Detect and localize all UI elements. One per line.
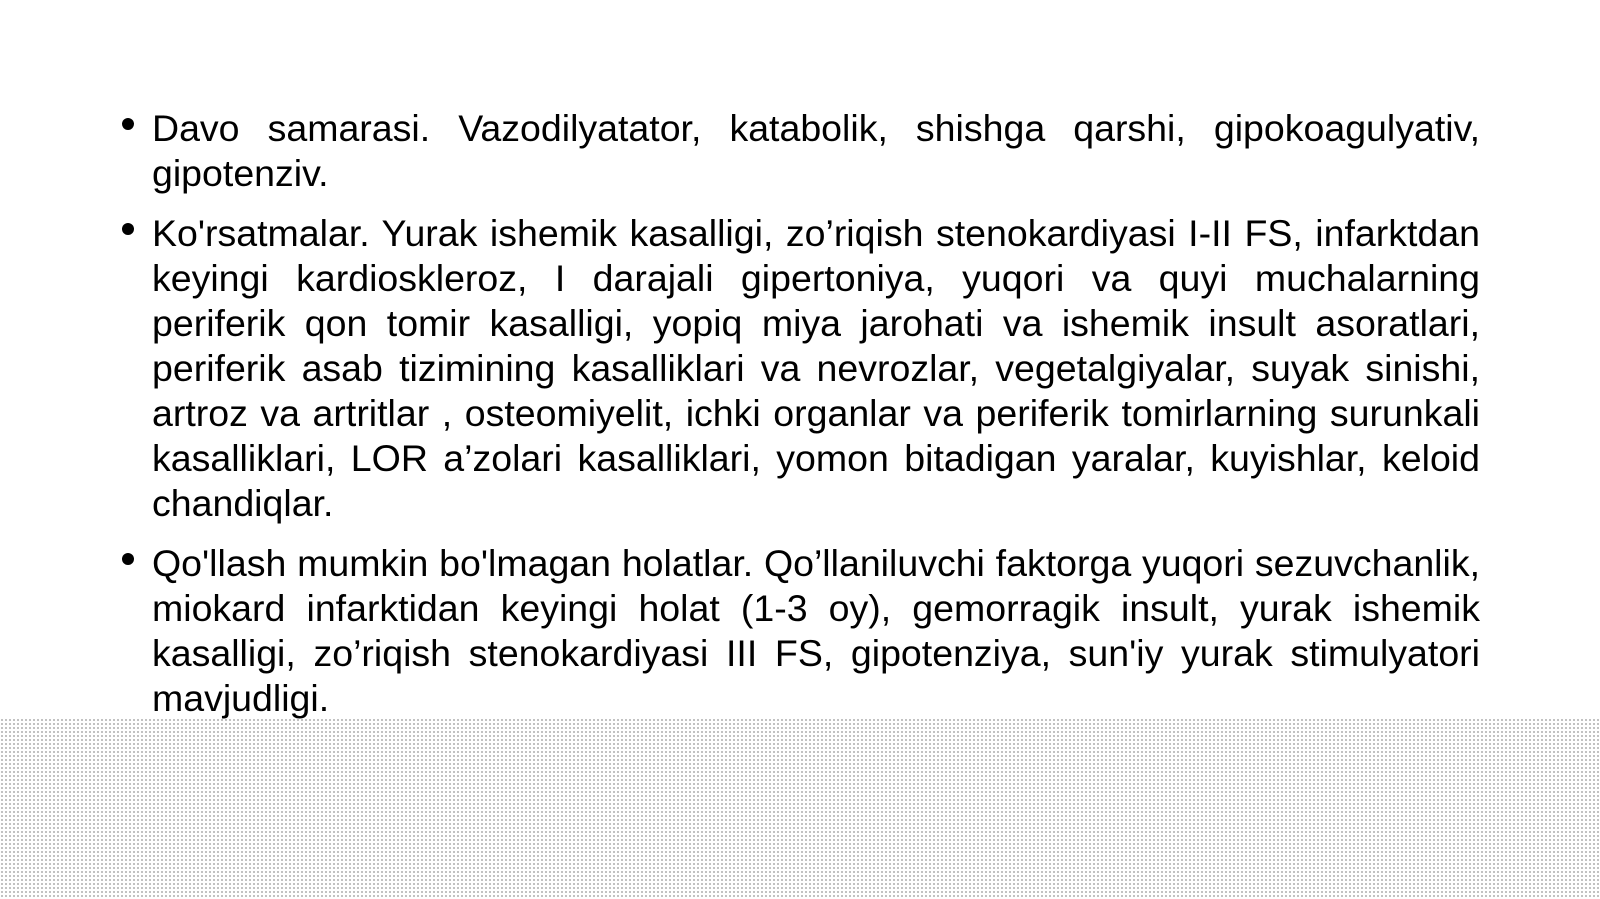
bullet-text: Qo'llash mumkin bo'lmagan holatlar. Qo’llaniluvchi faktorga yuqori sezuvchanlik, miokard infarktidan keyingi holat (1-3 oy), gemorragik insult, yurak ishemik kasalligi, zo’riqish stenokardiyasi III FS, gipotenziya, sun'iy yurak stimulyatori mavjudligi. <box>152 542 1480 719</box>
bullet-text: Ko'rsatmalar. Yurak ishemik kasalligi, zo’riqish stenokardiyasi I-II FS, infarktdan keyingi kardioskleroz, I darajali gipertoniya, yuqori va quyi muchalarning periferik qon tomir kasalligi, yopiq miya jarohati va ishemik insult asoratlari, periferik asab tizimining kasalliklari va nevrozlar, vegetalgiyalar, suyak sinishi, artroz va artritlar , osteomiyelit, ichki organlar va periferik tomirlarning surunkali kasalliklari, LOR a’zolari kasalliklari, yomon bitadigan yaralar, kuyishlar, keloid chandiqlar. <box>152 212 1480 524</box>
bullet-item-korsatmalar <box>118 211 1480 526</box>
bullet-item-davo-samarasi <box>118 106 1480 196</box>
bullet-list <box>118 106 1480 736</box>
bullet-item-qollash-mumkin-bolmagan <box>118 541 1480 721</box>
dotted-pattern-band <box>0 718 1600 899</box>
bullet-dot-icon <box>122 118 134 130</box>
bullet-dot-icon <box>122 223 134 235</box>
bullet-text: Davo samarasi. Vazodilyatator, katabolik, shishga qarshi, gipokoagulyativ, gipotenziv. <box>152 107 1480 194</box>
bullet-dot-icon <box>122 553 134 565</box>
